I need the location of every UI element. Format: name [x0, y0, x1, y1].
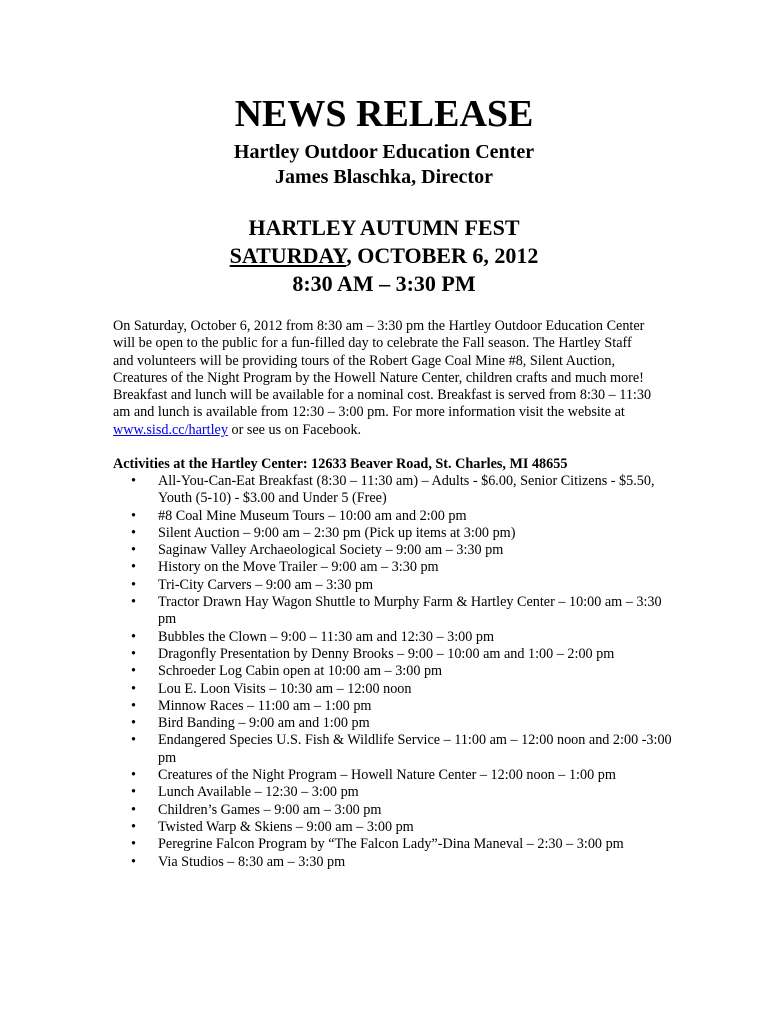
page-title: NEWS RELEASE [234, 93, 534, 135]
bullet-icon: • [131, 524, 136, 541]
activity-text: Tri-City Carvers – 9:00 am – 3:30 pm [158, 576, 374, 593]
bullet-icon: • [131, 801, 136, 818]
activity-text: Dragonfly Presentation by Denny Brooks – 9:00 – 10:00 am and 1:00 – 2:00 pm [158, 645, 615, 662]
bullet-icon: • [131, 853, 136, 870]
bullet-icon: • [131, 836, 136, 853]
activity-text: Schroeder Log Cabin open at 10:00 am – 3:00 pm [158, 663, 443, 680]
list-item [113, 802, 673, 819]
event-name: HARTLEY AUTUMN FEST [248, 215, 520, 240]
activity-text: Creatures of the Night Program – Howell Nature Center – 12:00 noon – 1:00 pm [158, 767, 616, 784]
list-item [113, 663, 673, 680]
event-date [0, 242, 768, 270]
list-item [113, 629, 673, 646]
list-item [113, 542, 673, 559]
bullet-icon: • [131, 645, 136, 662]
bullet-icon: • [131, 594, 136, 611]
website-link[interactable]: www.sisd.cc/hartley [113, 421, 228, 438]
activity-text: Tractor Drawn Hay Wagon Shuttle to Murphy Farm & Hartley Center – 10:00 am – 3:30 pm [158, 594, 662, 628]
intro-paragraph [113, 318, 653, 439]
list-item [113, 559, 673, 576]
list-item [113, 525, 673, 542]
activity-text: Children’s Games – 9:00 am – 3:00 pm [158, 801, 382, 818]
activity-text: Peregrine Falcon Program by “The Falcon Lady”-Dina Maneval – 2:30 – 3:00 pm [158, 836, 624, 853]
activity-text: Twisted Warp & Skiens – 9:00 am – 3:00 pm [158, 818, 414, 835]
organization-block [0, 140, 768, 190]
list-item [113, 732, 673, 767]
activity-text: Minnow Races – 11:00 am – 1:00 pm [158, 697, 372, 714]
list-item [113, 715, 673, 732]
list-item [113, 767, 673, 784]
list-item [113, 594, 673, 629]
list-item [113, 836, 673, 853]
bullet-icon: • [131, 559, 136, 576]
director-name: James Blaschka, Director [275, 166, 493, 188]
event-time: 8:30 AM – 3:30 PM [292, 271, 476, 296]
intro-text: On Saturday, October 6, 2012 from 8:30 am – 3:30 pm the Hartley Outdoor Education Center will be open to the public for a fun-filled day to celebrate the Fall season. The Hartley Staff and volunteers will be providing tours of the Robert Gage Coal Mine #8, Silent Auction, Creatures of the Night Program by the Howell Nature Center, children crafts and much more! Breakfast and lunch will be available for a nominal cost. Breakfast is served from 8:30 – 11:30 am and lunch is available from 12:30 – 3:00 pm. For more information visit the website at [113, 318, 652, 421]
activity-text: Via Studios – 8:30 am – 3:30 pm [158, 853, 346, 870]
bullet-icon: • [131, 576, 136, 593]
intro-text-end: or see us on Facebook. [227, 421, 362, 438]
event-block [0, 214, 768, 298]
bullet-icon: • [131, 767, 136, 784]
bullet-icon: • [131, 663, 136, 680]
activity-text: Lunch Available – 12:30 – 3:00 pm [158, 784, 359, 801]
bullet-icon: • [131, 680, 136, 697]
list-item [113, 681, 673, 698]
activity-text: All-You-Can-Eat Breakfast (8:30 – 11:30 am) – Adults - $6.00, Senior Citizens - $5.50, Youth (5-10) - $3.00 and Under 5 (Free) [158, 473, 655, 507]
activity-text: Bird Banding – 9:00 am and 1:00 pm [158, 715, 370, 732]
list-item [113, 508, 673, 525]
bullet-icon: • [131, 473, 136, 489]
bullet-icon: • [131, 732, 136, 749]
list-item [113, 784, 673, 801]
bullet-icon: • [131, 507, 136, 524]
activity-text: Saginaw Valley Archaeological Society – 9:00 am – 3:30 pm [158, 542, 504, 559]
activity-text: Silent Auction – 9:00 am – 2:30 pm (Pick up items at 3:00 pm) [158, 524, 516, 541]
list-item [113, 473, 673, 508]
activity-text: History on the Move Trailer – 9:00 am – 3:30 pm [158, 559, 439, 576]
list-item [113, 698, 673, 715]
bullet-icon: • [131, 818, 136, 835]
activities-list [113, 473, 673, 871]
event-date-rest: , OCTOBER 6, 2012 [346, 243, 539, 268]
organization-name: Hartley Outdoor Education Center [233, 141, 535, 163]
activity-text: #8 Coal Mine Museum Tours – 10:00 am and 2:00 pm [158, 507, 467, 524]
activity-text: Lou E. Loon Visits – 10:30 am – 12:00 noon [158, 680, 412, 697]
activity-text: Endangered Species U.S. Fish & Wildlife Service – 11:00 am – 12:00 noon and 2:00 -3:00 pm [158, 732, 672, 766]
bullet-icon: • [131, 542, 136, 559]
bullet-icon: • [131, 784, 136, 801]
list-item [113, 819, 673, 836]
list-item [113, 646, 673, 663]
event-day: SATURDAY [229, 243, 347, 268]
list-item [113, 577, 673, 594]
bullet-icon: • [131, 628, 136, 645]
bullet-icon: • [131, 715, 136, 732]
list-item [113, 854, 673, 871]
activities-heading: Activities at the Hartley Center: 12633 Beaver Road, St. Charles, MI 48655 [113, 456, 568, 472]
activity-text: Bubbles the Clown – 9:00 – 11:30 am and 12:30 – 3:00 pm [158, 628, 495, 645]
bullet-icon: • [131, 697, 136, 714]
